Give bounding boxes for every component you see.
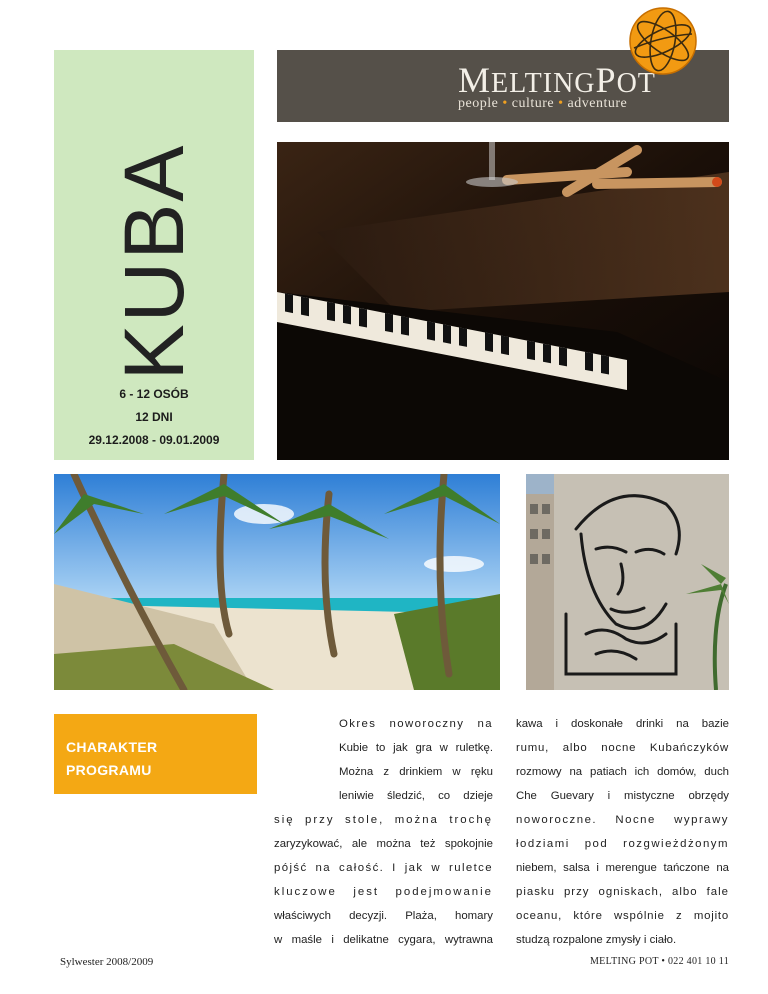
section-title-line1: CHARAKTER xyxy=(66,739,158,755)
body-text-line: kawa i doskonałe drinki na bazie xyxy=(516,718,729,730)
globe-logo-icon xyxy=(628,6,698,76)
body-text-line: rozmowy na patiach ich domów, duch xyxy=(516,766,729,778)
brand-name: MELTINGPOT xyxy=(458,60,656,100)
body-text-line: zaryzykować, ale można też spokojnie xyxy=(274,838,493,850)
body-text-line: niebem, salsa i merengue tańczone na xyxy=(516,862,729,874)
footer-contact: MELTING POT • 022 401 10 11 xyxy=(589,956,729,967)
body-text-line: właściwych decyzji. Plaża, homary xyxy=(274,910,493,922)
body-text-line: pójść na całość. I jak w ruletce xyxy=(274,862,493,874)
body-text-line: w maśle i delikatne cygara, wytrawna xyxy=(274,934,493,946)
trip-dates: 29.12.2008 - 09.01.2009 xyxy=(88,433,220,447)
body-text-line: piasku przy ogniskach, albo fale xyxy=(516,886,729,898)
body-text-line: noworoczne. Nocne wyprawy xyxy=(516,814,729,826)
body-text-line: Kubie to jak gra w ruletkę. xyxy=(339,742,493,754)
brand-tagline: people • culture • adventure xyxy=(458,96,628,111)
body-text-line: Można z drinkiem w ręku xyxy=(339,766,493,778)
che-guevara-building-photo xyxy=(526,474,729,690)
body-text-line: Okres noworoczny na xyxy=(339,718,493,730)
group-size: 6 - 12 OSÓB xyxy=(119,387,189,401)
destination-title: KUBA xyxy=(107,143,201,381)
beach-palms-photo xyxy=(54,474,500,690)
body-text-line: łodziami pod rozgwieżdżonym xyxy=(516,838,729,850)
body-text-line: kluczowe jest podejmowanie xyxy=(274,886,493,898)
body-text-line: leniwie śledzić, co dzieje xyxy=(339,790,493,802)
footer-edition: Sylwester 2008/2009 xyxy=(60,956,154,968)
trip-duration: 12 DNI xyxy=(135,410,173,424)
piano-cigars-photo xyxy=(277,142,729,460)
body-text-line: się przy stole, można trochę xyxy=(274,814,493,826)
body-text-line: studzą rozpalone zmysły i ciało. xyxy=(516,934,676,946)
section-title-line2: PROGRAMU xyxy=(66,762,152,778)
body-text-line: rumu, albo nocne Kubańczyków xyxy=(516,742,729,754)
body-text-line: oceanu, które wspólnie z mojito xyxy=(516,910,729,922)
body-text-line: Che Guevary i mistyczne obrzędy xyxy=(516,790,729,802)
